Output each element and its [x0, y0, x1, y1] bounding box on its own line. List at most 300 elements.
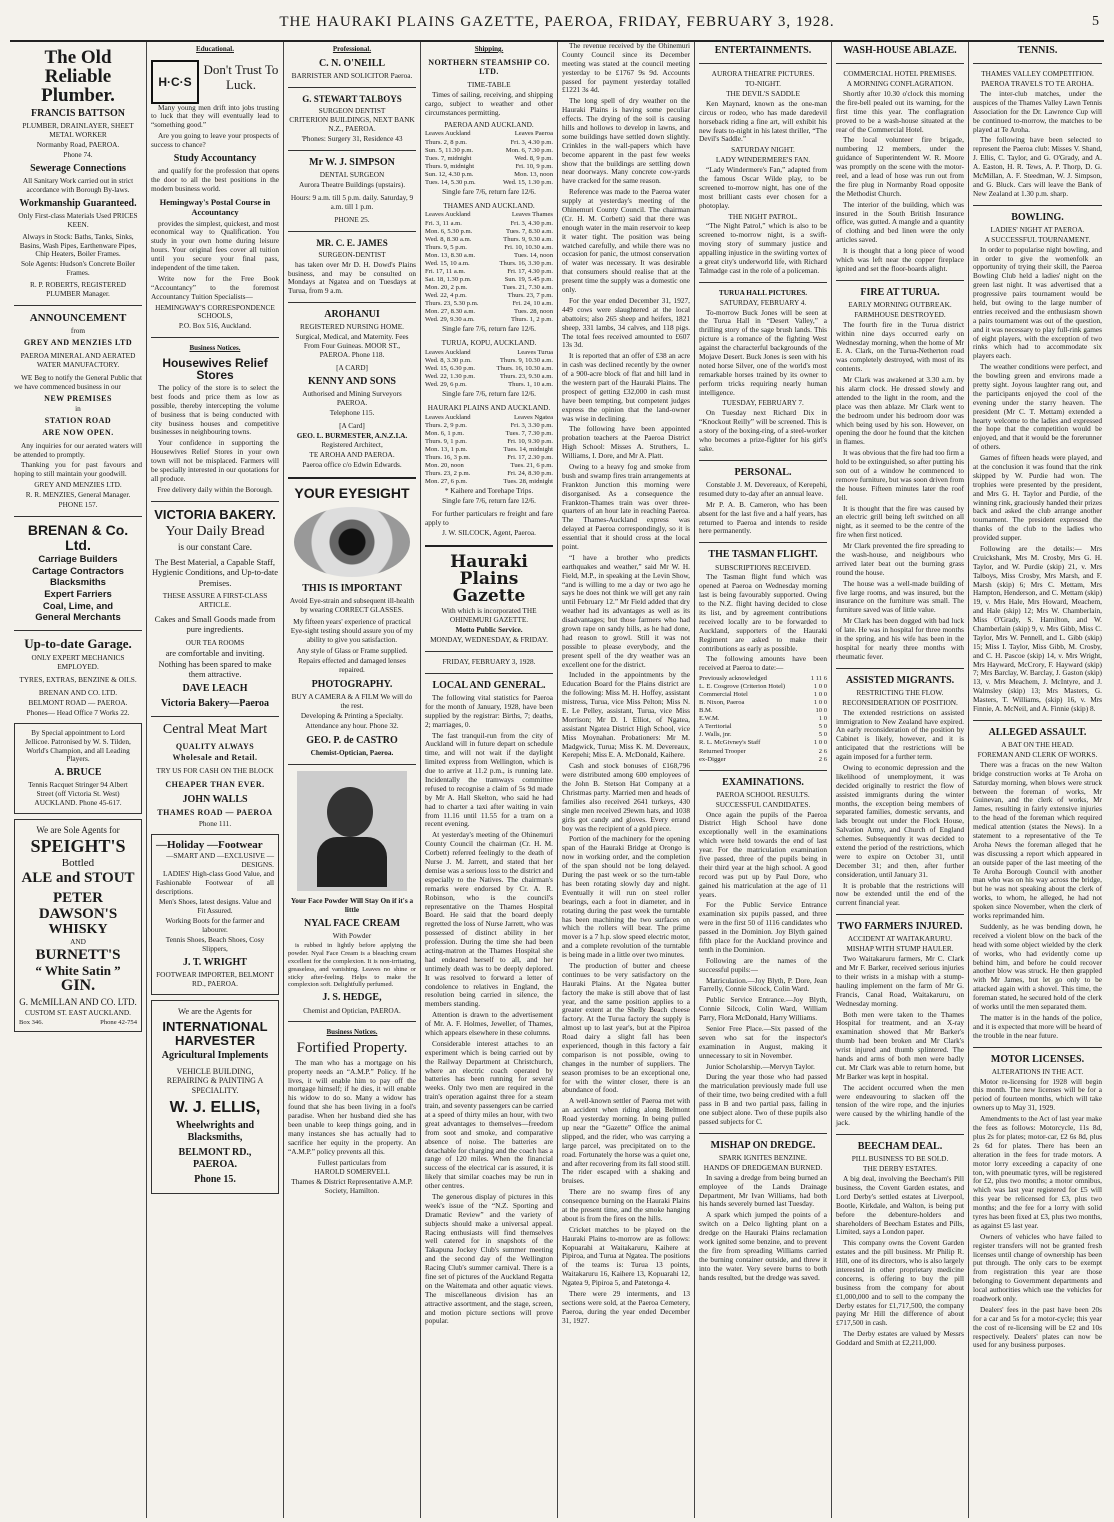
section-educational: Educational. — [196, 45, 234, 53]
ellis: W. J. ELLIS, — [169, 1098, 261, 1116]
article-paragraph: Public Service Entrance.—Joy Blyth, Connie Silcock, Colin Ward, William Parry, Flora McDonald, Harry Williams. — [699, 995, 827, 1023]
peter-dawson: PETER DAWSON'S — [38, 890, 118, 922]
article-paragraph: The revenue received by the Ohinemuri County Council since its December meeting was stated at the council meeting yesterday to be £1767 9s 9d. Accounts passed for payment yesterday totalled £1221 3s 4d. — [562, 42, 690, 95]
timetable-row-cell: Thurs. 9, 10.30 a.m. — [499, 356, 553, 364]
divider — [699, 282, 827, 283]
personal: PERSONAL. — [734, 466, 792, 478]
timetable-row-cell: Fri. 10, 9 p.m. — [515, 162, 553, 170]
single-fare: Single fare 7/6, return fare 12/6. — [442, 388, 536, 398]
experience: My fifteen years' experience of practical Eye-sight testing should assure you of my ability to give you satisfaction. — [290, 616, 414, 644]
divider — [288, 150, 416, 151]
article-paragraph: A big deal, involving the Beecham's Pill business, the Covent Garden estates, and Lord Derby's settled estates at Liverpool, Bootle, Kirkdale, and Walton, is being put before the debenture-holders and shareholders of Beecham Estates and Pills, Limited, says a London paper. — [836, 1174, 964, 1237]
article-paragraph: A spark which jumped the points of a switch on a Delco lighting plant on a dredge on the Hauraki Plains reclamation work ignited some benzine, and to prevent the fire from spreading Williams carried the burning container outside, and threw it into the water. Very severe burns to both hands resulted, but the dredge was saved. — [699, 1210, 827, 1282]
timetable-row-cell: Wed. 22, 4 p.m. — [425, 291, 467, 299]
brenan-line: Expert Farriers — [44, 589, 112, 601]
now-open: ARE NOW OPEN. — [42, 427, 114, 437]
timetable-row-cell: Thurs. 23, 9.30 a.m. — [499, 372, 553, 380]
subscription-row — [699, 748, 827, 756]
brenan-ltd: BRENAN AND CO. LTD. — [38, 688, 118, 698]
victoria-paeroa: Victoria Bakery—Paeroa — [160, 697, 270, 709]
timetable-row-cell: Leaves Auckland — [425, 413, 471, 421]
important: THIS IS IMPORTANT — [302, 582, 402, 594]
saturday-night: SATURDAY NIGHT. — [731, 145, 795, 155]
timetable-row-cell: Wed. 29, 6 p.m. — [425, 380, 467, 388]
style: Any style of Glass or Frame supplied. — [296, 646, 408, 656]
smart: —SMART AND —EXCLUSIVE —DESIGNS. — [166, 850, 274, 869]
timetable-row-cell: Thurs. 9, 5 p.m. — [425, 243, 467, 251]
timetable-row — [425, 179, 553, 187]
nursing-home: REGISTERED NURSING HOME. — [300, 322, 404, 332]
timetable-row — [425, 422, 553, 430]
phones: Phones— Head Office 7 Works 22. — [26, 707, 130, 717]
announcement: ANNOUNCEMENT — [29, 311, 127, 324]
plumber-title: The Old Reliable Plumber. — [41, 47, 115, 106]
architect: Registered Architect, — [321, 440, 383, 450]
divider — [699, 1133, 827, 1134]
columns — [10, 42, 1108, 1518]
belmont: BELMONT ROAD — PAEROA. — [28, 697, 128, 707]
divider — [699, 770, 827, 771]
phone-mcmillan: Phone 42-754 — [100, 1019, 137, 1027]
page-number: 5 — [1092, 14, 1100, 29]
plumber-trades: PLUMBER, DRAINLAYER, SHEET METAL WORKER — [22, 121, 134, 140]
article-paragraph: Attention is drawn to the advertisement of Mr. A. F. Holmes, Jeweller, of Thames, which appears elsewhere in these columns. — [425, 1010, 553, 1037]
free-book: Write now for the Free Book “Accountancy” to the foremost Accountancy Tuition Specialists— — [151, 273, 279, 301]
single-fare: Single fare 7/6, return fare 12/6. — [442, 186, 536, 196]
dont-trust: Don't Trust To Luck. — [203, 61, 279, 93]
harvester-ad — [151, 1000, 279, 1194]
central-meat: Central Meat Mart — [162, 721, 268, 737]
working-boots: Working Boots for the farmer and labourer. — [165, 916, 265, 935]
timetable-row-cell: Sun. 5, 11.30 p.m. — [425, 146, 474, 154]
mcmillan: G. McMILLAN AND CO. LTD. — [19, 997, 137, 1008]
stock-text: Always in Stock: Baths, Tanks, Sinks, Basins, Wash Pipes, Earthenware Pipes, Chip Heaters, Boiler Frames. — [19, 231, 137, 259]
article-paragraph: For the Public Service Entrance examination six pupils passed, and three were in the first 50 of 1116 candidates who passed in the Dominion. Joy Blyth gained fifth place for the Auckland province and tenth in the Dominion. — [699, 900, 827, 954]
timetable-row-cell: Tues. 14, noon — [514, 251, 553, 259]
inquiries: Any inquiries for our aerated waters will be attended to promptly. — [14, 440, 142, 459]
timetable-row — [425, 430, 553, 438]
timetable-row — [425, 365, 553, 373]
agents-text: Sole Agents: Hudson's Concrete Boiler Frames. — [21, 259, 135, 278]
thanking: Thanking you for past favours and hoping to still maintain your goodwill. — [14, 460, 142, 479]
developing: Developing & Printing a Specialty. — [300, 711, 404, 721]
article-paragraph: The following have been appointed probation teachers at the Paeroa District High School: Misses A. Struthers, L. Williams, I. Dore, and Mr A. Platt. — [562, 424, 690, 461]
article-paragraph: Once again the pupils of the Paeroa District High School have done exceptionally well in the examinations which were held towards the end of last year. For the matriculation examination five passed, three of the pupils being in their third year at the high school. A good record was put up by Paul Dore, who gained his matriculation at the age of 11 years. — [699, 809, 827, 899]
foreman: FOREMAN AND CLERK OF WORKS. — [977, 750, 1098, 760]
plumber-address: Normanby Road, PAEROA. — [36, 139, 120, 149]
tournament: A SUCCESSFUL TOURNAMENT. — [984, 234, 1091, 244]
windermere: LADY WINDERMERE'S FAN. — [715, 155, 811, 165]
timetable-row-cell: Thurs. 9, midnight — [425, 162, 475, 170]
timetable-row — [425, 316, 553, 324]
speights-ad — [14, 819, 142, 1032]
simpson: Mr W. J. SIMPSON — [309, 157, 395, 169]
single-fare: Single fare 7/6, return fare 12/6. — [442, 495, 536, 505]
subscription-row — [699, 723, 827, 731]
mishap: MISHAP ON DREDGE. — [710, 1139, 816, 1151]
article-paragraph: Cricket matches to be played on the Hauraki Plains to-morrow are as follows: Kopuarahi at Waitakaruru, Kaihere at Pipiroa, and Turua at Ngatea. The positions of the teams is: Turua 13 points, Waitakaruru 16, Kaihere 13, Kopuarahi 12, Ngatea 9, Pipiroa 5, and Patetonga 4. — [562, 1224, 690, 1288]
timetable-row-cell: Tues. 14, 5.30 p.m. — [425, 178, 476, 186]
tuesday-feb7: TUESDAY, FEBRUARY 7. — [722, 398, 804, 408]
timetable-row-cell: Sat. 18, 1.30 p.m. — [425, 275, 472, 283]
divider — [151, 716, 279, 717]
timetable-row-cell: Thurs. 2, 9 p.m. — [425, 421, 467, 429]
arohanui: AROHANUI — [324, 309, 380, 321]
phones-talboys: 'Phones: Surgery 31, Residence 43 — [301, 134, 403, 144]
timetable-row-cell: Wed. 15, 10 a.m. — [425, 259, 470, 267]
article-paragraph: Both men were taken to the Thames Hospital for treatment, and an X-ray examination showed that Mr Barker's thumb had been broken and Mr Clark's wrist injured and thumb splintered. The hands and arms of both men were badly cut. Mr Clark was able to return home, but Mr Barker was kept in hospital. — [836, 1009, 964, 1081]
mechanics: ONLY EXPERT MECHANICS EMPLOYED. — [31, 653, 125, 672]
timetable-row-cell: Thurs. 16, 3 p.m. — [425, 453, 471, 461]
burmester: GEO. L. BURMESTER, A.N.Z.I.A. — [296, 430, 408, 440]
ladies-text: LADIES' High-class Good Value, and Fashionable Footwear of all descriptions. — [156, 868, 274, 896]
mens-shoes: Men's Shoes, latest designs. Value and Fit Assured. — [158, 897, 272, 916]
international: INTERNATIONAL HARVESTER — [162, 1019, 268, 1048]
article-paragraph: At yesterday's meeting of the Ohinemuri County Council the chairman (Cr. H. M. Corbett) referred feelingly to the death of Nurse J. M. Jarrett, and stated that her demise was a serious loss to the district and especially to the Natives. The chairman's remarks were endorsed by Cr. A. R. Robinson, who is the council's representative on the Thames Hospital Board. He said that the board deeply regretted the loss of Nurse Jarrett, who was possessed of distinct ability in her profession. During the time she had been acting-matron at the Thames Hospital she had endeared herself to all, and her untimely death was to be deeply deplored. It was resolved to forward a letter of condolence to relatives in England, the resolution being carried in silence, the members standing. — [425, 830, 553, 1009]
card2: [A Card] — [339, 420, 365, 430]
subscription-row — [699, 683, 827, 691]
nursing-text: Surgical, Medical, and Maternity. Fees From Four Guineas. MOOR ST., PAEROA. Phone 118. — [295, 332, 409, 360]
te-aroha: TE AROHA AND PAEROA. — [309, 450, 395, 460]
column-6 — [695, 42, 832, 1518]
subscription-row-cell: 1 0 0 — [813, 691, 827, 699]
beecham: BEECHAM DEAL. — [857, 1141, 943, 1153]
divider — [973, 205, 1102, 206]
article-paragraph: Portion of the machinery for the opening span of the Hauraki Bridge at Orongo is now in working order, and the completion of the span should not be long delayed. During the past week or so the turn-table has been rotating slowly day and night. Eventually it will run on steel roller bearings, each a foot in diameter, and in rotating during the past week the turntable has been machining the two surfaces on which the rollers will bear. The prime mover is a 7 h.p. slow speed electric motor, and a complete revolution of the turntable is being made in a little over two minutes. — [562, 834, 690, 960]
farmhouse: FARMHOUSE DESTROYED. — [854, 309, 946, 319]
subscription-row-cell: A Territorial — [699, 723, 732, 731]
somervell: HAROLD SOMERVELL — [314, 1167, 390, 1177]
subscription-row — [699, 691, 827, 699]
timetable-row — [425, 130, 553, 138]
dental: DENTAL SURGEON — [319, 170, 385, 180]
tea-text: are comfortable and inviting. Nothing has been spared to make them attractive. — [158, 648, 272, 680]
article-paragraph: The production of butter and cheese continues to be very satisfactory on the Hauraki Plains. At the Ngatea butter factory the make is still above that of last year, and the same position applies to a greater extent at the Shelly Beach cheese factory. At the Turua factory the supply is almost up to last year's, but at the Pipiroa Road dairy a slight fall has been experienced, though in this factory a fair comparison is not possible, owing to changes in the number of suppliers. The season promises to be an exceptional one, for with the winter closer, there is an abundance of food. — [562, 960, 690, 1095]
turua-hall: TURUA HALL PICTURES. — [718, 287, 808, 297]
timetable-row-cell: Thurs. 16, 3.30 p.m. — [499, 259, 553, 267]
article-paragraph: Games of fifteen heads were played, and at the conclusion it was found that the rink skipped by W. Purdie had won. The trophies were presented by the president, and Mrs G. H. Taylor and Purdie, of the winning rink, graciously handed their prizes back and asked the club arrange another tournament. The president expressed the thanks of the club to the ladies who provided supper. — [973, 453, 1102, 543]
nyal-text: is rubbed in lightly before applying the powder. Nyal Face Cream is a bleaching cream excellent for the complexion. It is non-irritating, greaseless, and vanishing. Leaves no shine or sticky after-feeling. Helps to make the complexion soft. Delightfully perfumed. — [288, 941, 416, 989]
timetable-row-cell: Thurs. 23, 2 p.m. — [425, 469, 471, 477]
wheelwrights: Wheelwrights and Blacksmiths, — [175, 1119, 255, 1143]
article-paragraph: In order to popularise night bowling, and in order to give the womenfolk an opportunity of trying their skill, the Paeroa Bowling Club held a ladies' night on the green last night. It was advertised that a progressive pairs tournament would be held, but owing to the large number of entries received and the enthusiasm shown a pairs tournament was out of the question, and it was necessary to play full-rink games of eight players, with the exception of two rinks which had to accommodate six players each. — [973, 244, 1102, 361]
whisky: WHISKY — [48, 921, 108, 937]
article-paragraph: The extended restrictions on assisted immigration to New Zealand have expired. An early reconsideration of the position by Cabinet is likely, however, and it is anticipated that the restrictions will be again imposed for a further term. — [836, 707, 964, 762]
subscription-row-cell: 5 0 — [818, 731, 827, 739]
prepared-text: Are you going to leave your prospects of success to chance? — [151, 131, 279, 150]
timetable-row — [425, 308, 553, 316]
bruce-appt: By Special appointment to Lord Jellicoe. Patronised by W. S. Tilden, World's Champion, and all Leading Players. — [25, 727, 131, 764]
column-4 — [421, 42, 558, 1518]
patrol-text: “The Night Patrol,” which is also to be screened to-morrow night, is a swift-moving story of summary justice and appalling injustice in the swirling vortex of a great city's underworld life, with Richard Talmadge cast in the role of a policeman. — [699, 221, 827, 275]
article-paragraph: During the year those who had passed the matriculation previously made full use of their time, two being credited with a full pass in B and two partial pass, failing in one subject alone. Two of these pupils also passed subjects for C. — [699, 1072, 827, 1126]
article-paragraph: For the year ended December 31, 1927, 449 cows were slaughtered at the local abattoirs; also 265 sheep and heifers, 1821 sheep, 331 lambs, 34 calves, and 118 pigs. The total fees received amounted to £607 13s 3d. — [562, 295, 690, 350]
article-paragraph: Amendments to the Act of last year make the fees as follows: Motorcycle, 11s 8d, plus 2s for plates; motor-car, £2 6s 8d, plus 2s 6d for plates. There has been an alteration in the fees for trade motors. A motor lorry exceeding a capacity of one ton, with pneumatic tyres, will be registered for £2, plus two months; a motor omnibus, which was last year registered for £5 will this year be relicensed for £3, plus two months; and the fee for a lorry with solid tyres has been fixed at £3, plus two months, as against £5 last year. — [973, 1114, 1102, 1230]
divider — [14, 516, 142, 517]
subscription-row-cell: R. L. McGivney's Staff — [699, 739, 761, 747]
belmont-rd: BELMONT RD., PAEROA. — [178, 1146, 252, 1171]
column-1 — [10, 42, 147, 1518]
timetable-row-cell: Mon. 6, 1 p.m. — [425, 429, 465, 437]
timetable-thames — [425, 211, 553, 323]
masthead-title: THE HAURAKI PLAINS GAZETTE, PAEROA, FRIDAY, FEBRUARY 3, 1928. — [279, 14, 835, 30]
timetable-row — [425, 373, 553, 381]
timetable-row-cell: Fri. 17, 2.30 p.m. — [507, 453, 553, 461]
reconsideration: RECONSIDERATION OF POSITION. — [842, 697, 958, 707]
timetable-row — [425, 268, 553, 276]
silcock: J. W. SILCOCK, Agent, Paeroa. — [442, 528, 536, 538]
commercial: COMMERCIAL HOTEL PREMISES. — [843, 69, 957, 79]
station-road: STATION ROAD — [44, 416, 112, 426]
divider — [14, 630, 142, 631]
timetable-row-cell: Wed. 29, 9.30 a.m. — [425, 315, 475, 323]
timetable-row-cell: Fri. 3, 4.30 p.m. — [510, 138, 553, 146]
timetable-row-cell: Fri. 10, 9.30 p.m. — [507, 437, 553, 445]
constant-care: is our constant Care. — [178, 541, 252, 552]
timetable-row — [425, 438, 553, 446]
holiday: —Holiday —Footwear — [156, 838, 263, 851]
subscription-row — [699, 756, 827, 764]
cheaper: CHEAPER THAN EVER. — [165, 779, 265, 789]
thames-district: Thames & District Representative A.M.P. Society, Hamilton. — [291, 1177, 413, 1196]
roberts: R. P. ROBERTS, REGISTERED PLUMBER Manager. — [29, 280, 127, 299]
garage-title: Up-to-date Garage. — [24, 635, 132, 651]
motto: Motto Public Service. — [455, 625, 523, 635]
divider — [14, 305, 142, 306]
brenan-line: Coal, Lime, and — [42, 600, 114, 612]
and: AND — [70, 937, 86, 947]
timetable-row-cell: Sun. 12, 4.30 p.m. — [425, 170, 474, 178]
attendance: Attendance any hour. Phone 32. — [305, 721, 399, 731]
criterion: CRITERION BUILDINGS, NEXT BANK N.Z., PAEROA. — [289, 115, 415, 134]
hemingways: HEMINGWAY'S CORRESPONDENCE SCHOOLS, — [155, 302, 275, 321]
timetable-row-cell: Fri. 17, 4.30 p.m. — [507, 267, 553, 275]
timetable-row-cell: Leaves Auckland — [425, 130, 471, 138]
brenan-title: BRENAN & Co. Ltd. — [27, 521, 129, 553]
subscription-row-cell: 1 0 0 — [813, 683, 827, 691]
hedge: J. S. HEDGE, — [322, 992, 382, 1004]
timetable-row-cell: Fri. 3, 11 a.m. — [425, 219, 462, 227]
divider — [425, 545, 553, 547]
confidence-text: Your confidence in supporting the Housewives Relief Stores in your own town will not be misplaced. Farmers will be specially interested in our quotations for all produce. — [151, 438, 279, 483]
timetable-row-cell: Tues. 28, noon — [514, 307, 553, 315]
brenan-line: Carriage Builders — [38, 554, 118, 566]
timetable-text: Times of sailing, receiving, and shipping cargo, subject to weather and other circumstances permitting. — [425, 89, 553, 117]
speights: SPEIGHT'S — [30, 836, 126, 857]
mcmillan-contact — [19, 1019, 137, 1027]
timetable-row-cell: Mon. 13, noon — [514, 170, 553, 178]
article-paragraph: This company owns the Covent Garden estates and the pill business. Mr Philip R. Hill, one of its directors, who is also largely interested in other proprietary medicine concerns, is offering to buy the pill business from the company for about £1,000,000 and to sell to the company the Derby estates for £1,717,500, the company paying Mr Hill the difference of about £717,500 in cash. — [836, 1238, 964, 1328]
timetable-row-cell: Leaves Ngatea — [514, 413, 553, 421]
divider — [699, 460, 827, 461]
timetable-row — [425, 349, 553, 357]
housewives-title: Housewives Relief Stores — [162, 355, 268, 383]
article-paragraph: It is thought that a long piece of wood which was left near the copper fireplace ignited and set the floor-boards alight. — [836, 246, 964, 273]
timetable-row-cell: Wed. 22, 1.30 p.m. — [425, 372, 476, 380]
timetable-row-cell: Tues. 7, midnight — [425, 154, 472, 162]
nyal: NYAL FACE CREAM — [303, 917, 401, 929]
subscriptions: SUBSCRIPTIONS RECEIVED. — [715, 562, 811, 572]
timetable-row-cell: Mon. 13, 8.30 a.m. — [425, 251, 476, 259]
timetable-row — [425, 236, 553, 244]
photography: PHOTOGRAPHY. — [311, 679, 393, 691]
new-premises: NEW PREMISES — [44, 393, 112, 403]
section-business-notices: Business Notices. — [189, 344, 241, 353]
tasman: THE TASMAN FLIGHT. — [708, 549, 818, 561]
article-paragraph: Motor re-licensing for 1928 will begin this month. The new licenses will be for a period of fourteen months, which will take owners up to May 31, 1929. — [973, 1076, 1102, 1113]
fortified: Fortified Property. — [296, 1039, 408, 1056]
timetable-row-cell: Tues. 7, 7.30 p.m. — [505, 429, 553, 437]
bowling: BOWLING. — [1011, 211, 1064, 223]
brenan-line: Cartage Contractors — [32, 565, 124, 577]
assault: ALLEGED ASSAULT. — [988, 726, 1087, 738]
john-walls: JOHN WALLS — [182, 793, 248, 805]
migrants: ASSISTED MIGRANTS. — [845, 674, 955, 686]
fullest: Fullest particulars from — [317, 1157, 387, 1167]
timetable-row-cell: Leaves Auckland — [425, 348, 471, 356]
timetable-row-cell: Mon. 6, 7.30 p.m. — [505, 146, 553, 154]
article-paragraph: Owing to economic depression and the likelihood of unemployment, it was decided originally to restrict the flow of assisted immigrants during the winter months, the exception being members of separated families, domestic servants, and lads brought out under the Flock House, Salvation Army, and Church of England schemes. Subsequently it was decided to extend the period of the restrictions, which were to expire on October 31, until December 31; and then, after further consideration, until January 31. — [836, 763, 964, 879]
article-paragraph: The fast tranquil-run from the city of Auckland will in future depart on schedule time, and will not wait if the daylight limited express from Wellington, which is due to arrive at 11.2 p.m., is running late. Incidentally the tramways committee refused to recognise a claim of 5s 9d made by Mr A. Hall Skelton, who said he had had to charter a taxi after waiting in vain from 11.16 until 11.55 for a tram on a recent evening. — [425, 730, 553, 829]
washhouse: WASH-HOUSE ABLAZE. — [843, 45, 957, 56]
article-paragraph: Matriculation.—Joy Blyth, P. Dore, Jean Farrelly, Connie Silcock, Colin Ward. — [699, 975, 827, 994]
timetable-row-cell: Leaves Thames — [511, 211, 553, 219]
successful: SUCCESSFUL CANDIDATES. — [715, 799, 811, 809]
article-paragraph: There were 29 interments, and 13 sections were sold, at the Paeroa Cemetery, Paeroa, during the year ended December 31, 1927. — [562, 1289, 690, 1325]
masthead — [10, 14, 1104, 42]
divider — [288, 477, 416, 479]
bruce-name: A. BRUCE — [54, 767, 102, 779]
james: MR. C. E. JAMES — [316, 237, 388, 248]
article-paragraph: Owners of vehicles who have failed to register transfers will not be granted fresh licenses until change of ownership has been put through. The only cars to be exempt from registration this year are those belonging to Government departments and local authorities which use the vehicles for roadwork only. — [973, 1231, 1102, 1303]
article-paragraph: Mr Clark was awakened at 3.30 a.m. by his alarm clock. He dressed slowly and attended to the light in the room, and the place was then ablaze. Mr Clark went to the bedroom under his bedroom door was which being used by his son. However, on opening the door he found that the kitchen in flames. — [836, 375, 964, 447]
from: from — [70, 326, 86, 336]
divider — [699, 63, 827, 64]
divider — [973, 720, 1102, 721]
tennis-shoes: Tennis Shoes, Beach Shoes, Cosy Slippers, — [165, 934, 265, 953]
plumber-name: FRANCIS BATTSON — [31, 108, 125, 119]
subscription-row-cell: 10 0 — [815, 707, 827, 715]
timetable-row — [425, 381, 553, 389]
article-paragraph: The weather conditions were perfect, and the bowling green and environs made a pretty sight. Joyous laughter rang out, and the participants enjoyed the cool of the evening under the starry heaven. The president (Mr C. T. Mettam) extended a hearty welcome to the ladies and expressed the hope that the competition would be enjoyed, and that it would be the forerunner of others. — [973, 362, 1102, 452]
divider — [288, 87, 416, 88]
subscription-row-cell: 1 0 0 — [813, 739, 827, 747]
gazette-title: Hauraki Plains Gazette — [450, 552, 528, 607]
subscription-row-cell: 1 0 0 — [813, 699, 827, 707]
james-text: has taken over Mr D. H. Dowd's Plains business, and may be consulted on Mondays at Ngatea and on Tuesdays at Turua, from 9 a.m. — [288, 259, 416, 296]
timetable-paeroa — [425, 130, 553, 186]
menzies-manager: R. R. MENZIES, General Manager. — [25, 490, 131, 500]
subscription-row-cell: B. Nixon, Paeroa — [699, 699, 745, 707]
study-head: Study Accountancy — [173, 152, 257, 164]
subscription-row-cell: 1 11 6 — [810, 675, 827, 683]
examinations: EXAMINATIONS. — [722, 776, 804, 788]
divider — [288, 1021, 416, 1022]
article-paragraph: The house was a well-made building of five large rooms, and was insured, but the insurance on the furniture was small. The furniture saved was of little value. — [836, 578, 964, 615]
article-paragraph: Mr Clark prevented the fire spreading to the wash-house, and neighbours who arrived later beat out the burning grass round the house. — [836, 541, 964, 577]
timetable-row-cell: Mon. 27, 6 p.m. — [425, 477, 468, 485]
timetable-row — [425, 252, 553, 260]
thames-valley: THAMES VALLEY COMPETITION. — [981, 69, 1094, 79]
entertainments: ENTERTAINMENTS. — [714, 45, 812, 56]
article-paragraph: The following have been selected to represent the Paeroa club: Misses V. Shand, J. Ellis, C. Taylor, and G. O'Grady, and A. A. Easton, H. R. Tews, A. P. Thorp, D. G. McMillan, A. F. Steedman, W. J. Simpson, and G. Bluck. Cars will leave the Bank of New Zealand at 1.30 p.m. sharp. — [973, 135, 1102, 198]
footwear-ad — [151, 834, 279, 995]
timetable-row — [425, 300, 553, 308]
brenan-line: General Merchants — [35, 612, 121, 624]
timetable-row-cell: Mon. 6, 5.30 p.m. — [425, 227, 473, 235]
timetable: TIME-TABLE — [467, 80, 511, 90]
custom-st: CUSTOM ST. EAST AUCKLAND. — [24, 1008, 132, 1018]
derby: THE DERBY ESTATES. — [863, 1164, 937, 1174]
timetable-row — [425, 228, 553, 236]
card: [A CARD] — [336, 362, 368, 372]
bat: A BAT ON THE HEAD. — [1001, 740, 1074, 750]
po-box: P.O. Box 516, Auckland. — [178, 321, 252, 331]
personal-1: Constable J. M. Devereaux, of Kerepehi, resumed duty to-day after an annual leave. — [699, 480, 827, 498]
paeroa-auckland: PAEROA AND AUCKLAND. — [444, 119, 534, 129]
hands: HANDS OF DREDGEMAN BURNED. — [703, 1162, 823, 1172]
sewerage-head: Sewerage Connections — [30, 162, 126, 174]
subscription-row-cell: Previously acknowledged — [699, 675, 767, 683]
timetable-row — [425, 292, 553, 300]
divider — [973, 1047, 1102, 1048]
hcs-ad-header — [151, 58, 279, 104]
following: The following amounts have been received at Paeroa to date:— — [699, 654, 827, 673]
hemingway-head: Hemingway's Postal Course in Accountancy — [159, 196, 271, 218]
subscription-row — [699, 739, 827, 747]
devils-saddle: THE DEVIL'S SADDLE — [726, 88, 800, 98]
article-paragraph: Owing to a heavy fog and smoke from bush and swamp fires train arrangements at Frankton Junction this morning were disorganised. As a consequence the Frankton-Thames train was over three-quarters of an hour late in reaching Paeroa. The Thames-Auckland express was delayed at Paeroa correspondingly, so it is essential that it should cross at the local point. — [562, 461, 690, 551]
powder-head: Your Face Powder Will Stay On if it's a little — [290, 895, 414, 914]
column-5 — [558, 42, 695, 1518]
footwear-importer: FOOTWEAR IMPORTER, BELMONT RD., PAEROA. — [156, 969, 274, 988]
subscription-row — [699, 699, 827, 707]
divider — [836, 280, 964, 281]
kenny-text: Authorised and Mining Surveyors PAEROA. — [302, 389, 402, 407]
sole-agents: We are Sole Agents for — [36, 825, 120, 836]
timetable-row-cell: Tues. 7, 8.30 a.m. — [505, 227, 553, 235]
aurora-pictures: AURORA THEATRE PICTURES. — [711, 69, 815, 79]
paeroa-school: PAEROA SCHOOL RESULTS. — [716, 789, 810, 799]
kodak: BUY A CAMERA & A FILM We will do the rest. — [291, 692, 413, 711]
section-shipping: Shipping. — [474, 45, 504, 53]
timetable-row — [425, 470, 553, 478]
further: For further particulars re freight and fare apply to — [425, 508, 553, 527]
waitakaruru: ACCIDENT AT WAITAKARURU. — [847, 934, 953, 944]
turua-kopu: TURUA, KOPU, AUCKLAND. — [441, 337, 537, 347]
office: Paeroa office c/o Edwin Edwards. — [302, 460, 402, 470]
timetable-row — [425, 284, 553, 292]
workmanship-head: Workmanship Guaranteed. — [19, 197, 137, 209]
gin: GIN. — [60, 976, 96, 994]
tasman-text: The Tasman flight fund which was opened at Paeroa on Wednesday morning last is being favourably supported. Owing to the N.Z. flight having decided to close its list, and by agreement contributions received locally are to be forwarded to Auckland, supporters of the Hauraki Regiment are asked to make their contributions as early as possible. — [699, 572, 827, 653]
plumber-phone: Phone 74. — [63, 149, 93, 159]
agents-for: We are the Agents for — [178, 1005, 252, 1016]
article-paragraph: The long spell of dry weather on the Hauraki Plains is having some peculiar effects. The drying of the soil is causing hills and hollows to develop in lawns, and some buildings have settled down slightly. Crinkles in the wall-papers which have become apparent in the past few weeks show that the buildings are settling down near doorways. Many concrete cow-yards have cracked for the same reason. — [562, 96, 690, 186]
divider — [151, 337, 279, 338]
timetable-row-cell: Thurs. 1, 10 a.m. — [508, 380, 553, 388]
assure: THESE ASSURE A FIRST-CLASS ARTICLE. — [162, 591, 268, 609]
hemingway-text: provides the simplest, quickest, and most economical way to Qualification. You study in your own home during leisure hours. Your original fees cover all tuition until you secure your final pass, independent of the time taken. — [151, 218, 279, 273]
article-paragraph: It was obvious that the fire had too firm a hold to be extinguished, so after putting his son out of a window he commenced to remove furniture, but was soon driven from the house. Fifteen minutes later the roof fell. — [836, 448, 964, 502]
timetable-row-cell: Fri. 3, 4.30 p.m. — [510, 219, 553, 227]
windermere-text: “Lady Windermere's Fan,” adapted from the famous Oscar Wilde play, to be screened to-morrow night, has one of the most brilliant casts ever chosen for a photoplay. — [699, 165, 827, 210]
article-paragraph: A well-known settler of Paeroa met with an accident when riding along Belmont Road yesterday morning. In being pulled up near the “Gazette” Office the animal slipped, and the rider, who was carrying a large parcel, was precipitated on to the road. Fortunately the horse was a quiet one, and after recovering from its fall stood still. The rider escaped with a shaking and bruises. — [562, 1096, 690, 1186]
divider — [288, 764, 416, 765]
article-paragraph: The fourth fire in the Turua district within nine days occurred early on Wednesday morning, when the home of Mr E. A. Clark, on the Turua-Netherton road was completely destroyed, with most of its contents. — [836, 319, 964, 374]
agri: Agricultural Implements — [161, 1050, 269, 1062]
phone-157: PHONE 157. — [58, 500, 98, 510]
